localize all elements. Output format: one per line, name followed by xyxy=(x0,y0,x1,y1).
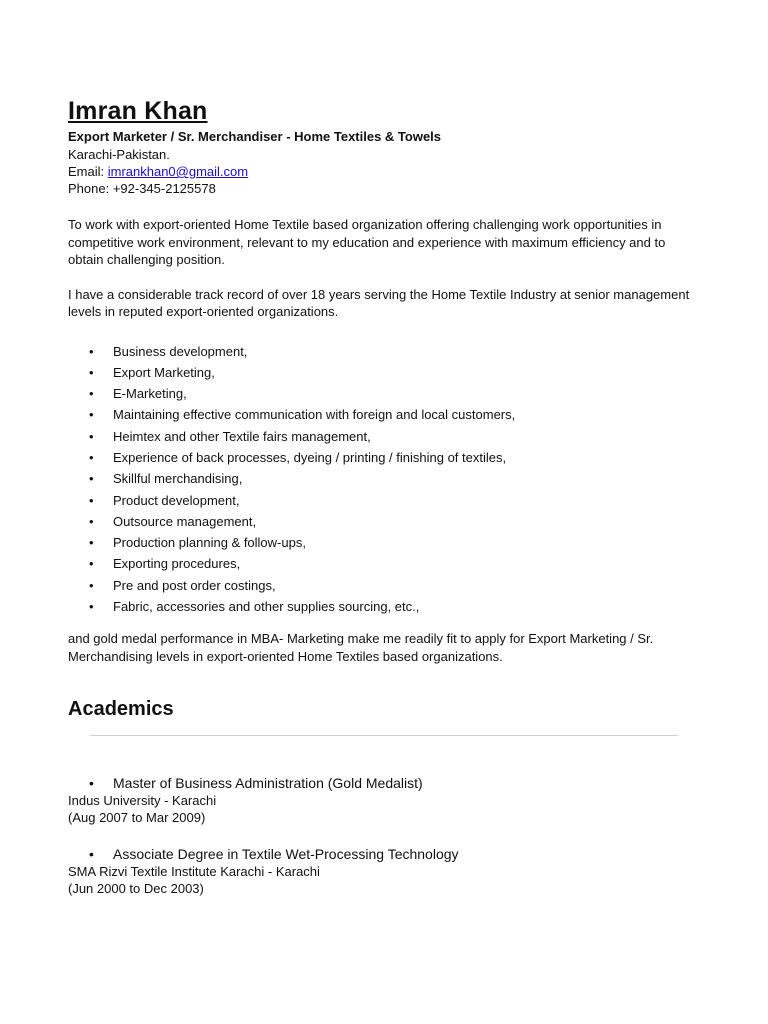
list-item: • Experience of back processes, dyeing / printing / finishing of textiles, xyxy=(68,447,698,468)
objective-paragraph: To work with export-oriented Home Textile based organization offering challenging work opportunities in competitive work environment, relevant to my education and experience with maximum efficiency and to obtain challenging position. xyxy=(68,217,666,267)
list-item: • Outsource management, xyxy=(68,511,698,532)
list-item: • Production planning & follow-ups, xyxy=(68,532,698,553)
list-item: • Export Marketing, xyxy=(68,362,698,383)
closing-paragraph: and gold medal performance in MBA- Marketing make me readily fit to apply for Export Marketing / Sr. Merchandising levels in export-oriented Home Textiles based organizations. xyxy=(68,631,654,664)
section-divider xyxy=(90,735,678,736)
list-item: • Skillful merchandising, xyxy=(68,468,698,489)
list-item: • Exporting procedures, xyxy=(68,553,698,574)
list-item: • E-Marketing, xyxy=(68,383,698,404)
list-item: • Product development, xyxy=(68,490,698,511)
email-line xyxy=(68,163,698,180)
location: Karachi-Pakistan. xyxy=(68,147,170,162)
resume-page xyxy=(68,96,698,897)
list-item: • Fabric, accessories and other supplies sourcing, etc., xyxy=(68,596,698,617)
email-link[interactable]: imrankhan0@gmail.com xyxy=(107,164,249,179)
degree-title: • Associate Degree in Textile Wet-Processing Technology xyxy=(68,845,698,863)
education-entry xyxy=(68,845,698,897)
study-period: (Aug 2007 to Mar 2009) xyxy=(68,810,206,826)
study-period: (Jun 2000 to Dec 2003) xyxy=(68,881,204,897)
skills-list xyxy=(68,341,698,618)
headline: Export Marketer / Sr. Merchandiser - Home Textiles & Towels xyxy=(68,129,442,144)
list-item: • Business development, xyxy=(68,341,698,362)
candidate-name: Imran Khan xyxy=(68,97,208,125)
list-item: • Pre and post order costings, xyxy=(68,575,698,596)
email-label: Email: xyxy=(68,164,108,179)
degree-title: • Master of Business Administration (Gold Medalist) xyxy=(68,774,698,792)
list-item: • Heimtex and other Textile fairs management, xyxy=(68,426,698,447)
phone: Phone: +92-345-2125578 xyxy=(68,181,216,196)
list-item: • Maintaining effective communication with foreign and local customers, xyxy=(68,404,698,425)
academics-heading: Academics xyxy=(68,698,174,721)
institution: SMA Rizvi Textile Institute Karachi - Karachi xyxy=(68,864,320,880)
institution: Indus University - Karachi xyxy=(68,793,217,809)
education-entry xyxy=(68,774,698,826)
track-record-paragraph: I have a considerable track record of over 18 years serving the Home Textile Industry at senior management levels in reputed export-oriented organizations. xyxy=(68,286,690,319)
